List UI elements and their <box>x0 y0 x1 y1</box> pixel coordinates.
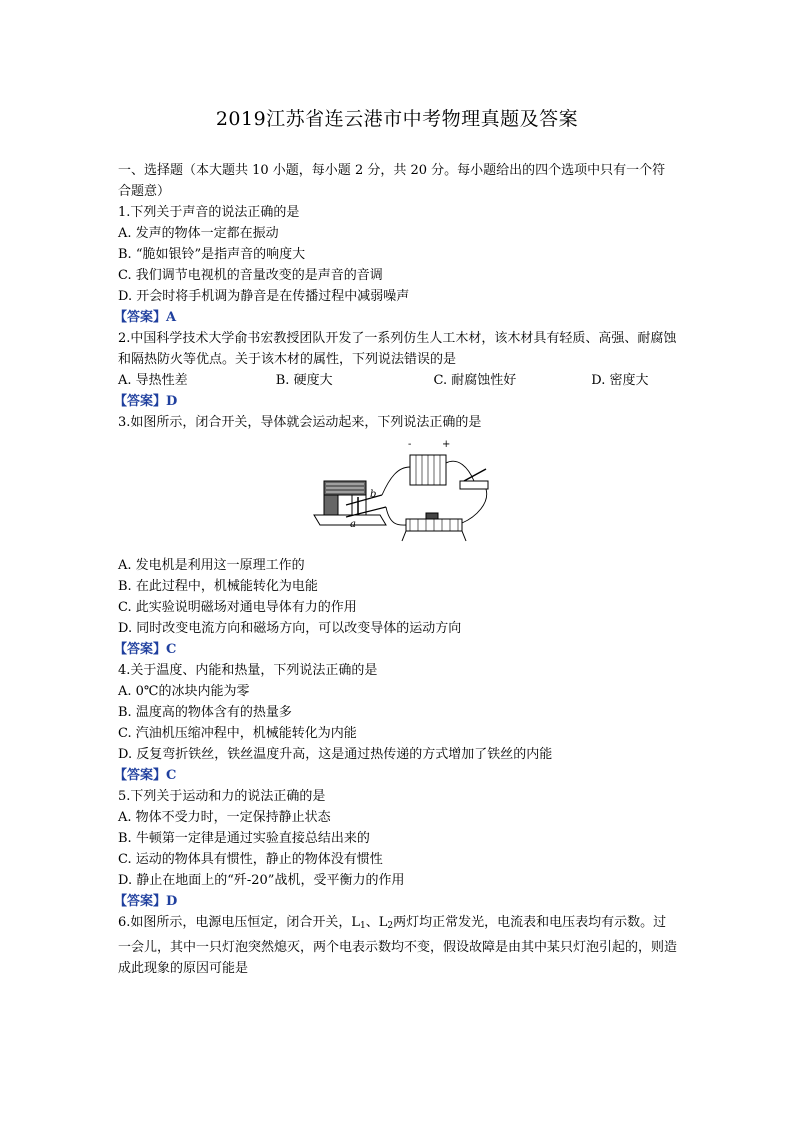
question-1-answer: 【答案】A <box>114 310 177 325</box>
label-minus: - <box>408 439 412 450</box>
question-1-option-a: A. 发声的物体一定都在振动 <box>118 226 279 241</box>
question-4-answer: 【答案】C <box>114 768 177 783</box>
question-3-option-b: B. 在此过程中，机械能转化为电能 <box>118 579 318 594</box>
question-2-stem: 2.中国科学技术大学俞书宏教授团队开发了一系列仿生人工木材，该木材具有轻质、高强、耐腐蚀和隔热防火等优点。关于该木材的属性，下列说法错误的是 <box>118 331 677 367</box>
label-plus: + <box>442 439 451 450</box>
question-3-option-c: C. 此实验说明磁场对通电导体有力的作用 <box>118 600 357 615</box>
question-5-option-b: B. 牛顿第一定律是通过实验直接总结出来的 <box>118 831 370 846</box>
question-1-option-c: C. 我们调节电视机的音量改变的是声音的音调 <box>118 268 383 283</box>
question-5-answer: 【答案】D <box>114 894 178 909</box>
document-title: 2019江苏省连云港市中考物理真题及答案 <box>215 108 579 130</box>
question-2-answer: 【答案】D <box>114 394 178 409</box>
document-body <box>114 160 678 979</box>
question-4-option-b: B. 温度高的物体含有的热量多 <box>118 705 292 720</box>
label-b: b <box>370 489 377 500</box>
question-3-figure <box>118 433 678 555</box>
question-3-stem: 3.如图所示，闭合开关，导体就会运动起来，下列说法正确的是 <box>118 415 482 430</box>
question-2-options <box>118 370 678 391</box>
question-3-answer: 【答案】C <box>114 642 177 657</box>
question-2-option-a: A. 导热性差 <box>118 373 188 388</box>
section-heading: 一、选择题（本大题共 10 小题，每小题 2 分，共 20 分。每小题给出的四个选项中只有一个符合题意） <box>118 163 666 199</box>
motor-circuit-diagram <box>310 437 500 549</box>
question-3-option-d: D. 同时改变电流方向和磁场方向，可以改变导体的运动方向 <box>118 621 462 636</box>
question-4-option-c: C. 汽油机压缩冲程中，机械能转化为内能 <box>118 726 357 741</box>
label-a: a <box>350 519 356 530</box>
question-2-option-b: B. 硬度大 <box>275 373 333 388</box>
question-5-option-d: D. 静止在地面上的“歼-20”战机，受平衡力的作用 <box>118 873 405 888</box>
question-5-option-a: A. 物体不受力时，一定保持静止状态 <box>118 810 331 825</box>
question-6-stem: 6.如图所示，电源电压恒定，闭合开关，$L_1$、$L_2$两灯均正常发光，电流表和电压表均有示数。过一会儿，其中一只灯泡突然熄灭，两个电表示数均不变，假设故障是由其中某只灯泡引起的，则造成此现象的原因可能是 <box>118 915 678 976</box>
question-5-stem: 5.下列关于运动和力的说法正确的是 <box>118 789 326 804</box>
question-1-stem: 1.下列关于声音的说法正确的是 <box>118 205 300 220</box>
question-5-option-c: C. 运动的物体具有惯性，静止的物体没有惯性 <box>118 852 383 867</box>
question-2-option-c: C. 耐腐蚀性好 <box>433 373 517 388</box>
question-4-stem: 4.关于温度、内能和热量，下列说法正确的是 <box>118 663 378 678</box>
question-1-option-b: B. “脆如银铃”是指声音的响度大 <box>118 247 306 262</box>
question-4-option-d: D. 反复弯折铁丝，铁丝温度升高，这是通过热传递的方式增加了铁丝的内能 <box>118 747 553 762</box>
question-4-option-a: A. 0℃的冰块内能为零 <box>118 684 250 699</box>
question-2-option-d: D. 密度大 <box>591 373 649 388</box>
question-1-option-d: D. 开会时将手机调为静音是在传播过程中减弱噪声 <box>118 289 410 304</box>
question-3-option-a: A. 发电机是利用这一原理工作的 <box>118 558 305 573</box>
